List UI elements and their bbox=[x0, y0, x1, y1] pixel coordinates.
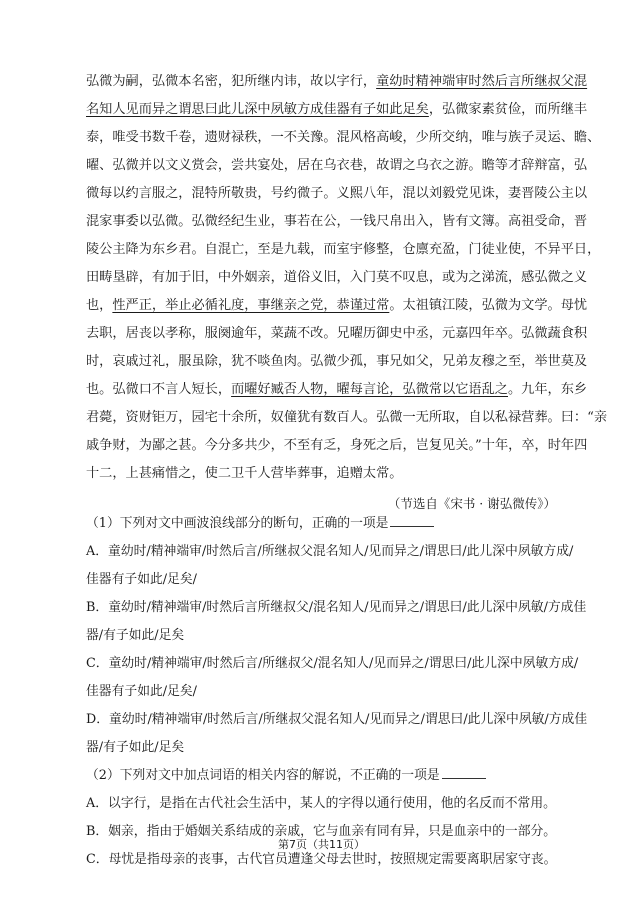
passage-text: 弘微为嗣，弘微本名密，犯所继内讳，故以字行， bbox=[86, 74, 377, 89]
passage-text: 时，哀戚过礼，服虽除，犹不啖鱼肉。弘微少孤，事兄如父，兄弟友穆之至，举世莫及 bbox=[86, 354, 588, 369]
passage-text: 微每以约言服之，混特所敬贵，号约微子。义熙八年，混以刘毅党见诛，妻晋陵公主以 bbox=[86, 186, 588, 201]
passage-text: 。九年，东乡 bbox=[508, 382, 588, 397]
passage-line bbox=[86, 68, 588, 96]
passage-text: 十二，上甚痛惜之，使二卫千人营毕葬事，追赠太常。 bbox=[86, 466, 403, 481]
q2-option-a: A．以字行，是指在古代社会生活中，某人的字得以通行使用，他的名反而不常用。 bbox=[86, 796, 556, 811]
passage-text: 。太祖镇江陵，弘微为文学。母忧 bbox=[389, 298, 588, 313]
passage-line bbox=[86, 96, 588, 124]
q1-option-c-line1: C．童幼时/精神端审/时然后言/所继叔父/混名知人/见而异之/谓思曰/此儿深中夙敏方成/ bbox=[86, 656, 579, 671]
answer-blank bbox=[390, 514, 434, 527]
q1-option-b-line1: B．童幼时/精神端审/时然后言所继叔父/混名知人/见而异之/谓思曰/此儿深中夙敏/方成佳 bbox=[86, 600, 587, 615]
underlined-text: 而曜好臧否人物，曜每言论，弘微常以它语乱之 bbox=[231, 382, 508, 397]
q1-option-c-line2: 佳器有子如此/足矣/ bbox=[86, 684, 197, 699]
passage-line bbox=[86, 236, 601, 264]
passage-line bbox=[86, 432, 588, 460]
passage-line bbox=[86, 320, 588, 348]
question-1-stem-text: （1）下列对文中画波浪线部分的断句，正确的一项是 bbox=[86, 516, 389, 531]
passage-line bbox=[86, 264, 588, 292]
passage-line bbox=[86, 348, 588, 376]
underlined-text: 名知人见而异之谓思曰此儿深中夙敏方成佳器有子如此足矣 bbox=[86, 102, 429, 117]
q2-option-b: B．姻亲，指由于婚姻关系结成的亲戚，它与血亲有同有异，只是血亲中的一部分。 bbox=[86, 824, 557, 839]
passage-text: 曜、弘微并以文义赏会，尝共宴处，居在乌衣巷，故谓之乌衣之游。瞻等才辞辩富，弘 bbox=[86, 158, 588, 173]
q1-option-b-line2: 器/有子如此/足矣 bbox=[86, 628, 185, 643]
passage-source: （节选自《宋书 · 谢弘微传》） bbox=[387, 496, 556, 511]
passage-text: 也， bbox=[86, 298, 113, 313]
passage-line bbox=[86, 180, 588, 208]
q1-option-a-line2: 佳器有子如此/足矣/ bbox=[86, 572, 197, 587]
passage-text: 君薨，资财钜万，园宅十余所，奴僮犹有数百人。弘微一无所取，自以私禄营葬。曰：“亲 bbox=[86, 410, 608, 425]
passage-line bbox=[86, 124, 601, 152]
passage-line bbox=[86, 208, 588, 236]
passage-text: 戚争财，为鄙之甚。今分多共少，不至有乏，身死之后，岂复见关。”十年，卒，时年四 bbox=[86, 438, 588, 453]
question-2-stem bbox=[86, 762, 556, 790]
passage-text: 陵公主降为东乡君。自混亡，至是九载，而室宇修整，仓廪充盈，门徒业使，不异平日， bbox=[86, 242, 601, 257]
questions-section bbox=[86, 510, 588, 874]
q1-option-d-line2: 器/有子如此/足矣 bbox=[86, 740, 185, 755]
underlined-text: 童幼时精神端审时然后言所继叔父混 bbox=[376, 74, 588, 89]
page-footer: 第7页（共11页） bbox=[278, 838, 365, 851]
passage-line bbox=[86, 460, 556, 488]
q2-option-c: C．母忧是指母亲的丧事，古代官员遭逢父母去世时，按照规定需要离职居家守丧。 bbox=[86, 852, 557, 867]
passage-text: 去职，居丧以孝称，服阕逾年，菜蔬不改。兄曜历御史中丞，元嘉四年卒。弘微蔬食积 bbox=[86, 326, 588, 341]
passage-line bbox=[86, 152, 588, 180]
passage-text: ，弘微家素贫俭，而所继丰 bbox=[428, 102, 588, 117]
passage-text: 混家事委以弘微。弘微经纪生业，事若在公，一钱尺帛出入，皆有文簿。高祖受命，晋 bbox=[86, 214, 588, 229]
answer-blank bbox=[442, 766, 486, 779]
question-1-stem bbox=[86, 510, 556, 538]
passage-text: 也。弘微口不言人短长， bbox=[86, 382, 232, 397]
passage-text: 泰，唯受书数千卷，遗财禄秩，一不关豫。混风格高峻，少所交纳，唯与族子灵运、瞻、 bbox=[86, 130, 601, 145]
q1-option-d-line1: D．童幼时/精神端审/时然后言/所继叔父混名知人/见而异之/谓思曰/此儿深中夙敏/方成佳 bbox=[86, 712, 588, 727]
passage-line bbox=[86, 376, 588, 404]
underlined-text: 性严正，举止必循礼度，事继亲之党，恭谨过常 bbox=[112, 298, 390, 313]
passage-line bbox=[86, 404, 608, 432]
passage-line bbox=[86, 292, 588, 320]
question-2-stem-text: （2）下列对文中加点词语的相关内容的解说，不正确的一项是 bbox=[86, 768, 440, 783]
passage bbox=[86, 68, 608, 518]
q1-option-a-line1: A．童幼时/精神端审/时然后言/所继叔父混名知人/见而异之/谓思曰/此儿深中夙敏方成/ bbox=[86, 544, 574, 559]
passage-text: 田畴垦辟，有加于旧，中外姻亲，道俗义旧，入门莫不叹息，或为之涕流，感弘微之义 bbox=[86, 270, 588, 285]
